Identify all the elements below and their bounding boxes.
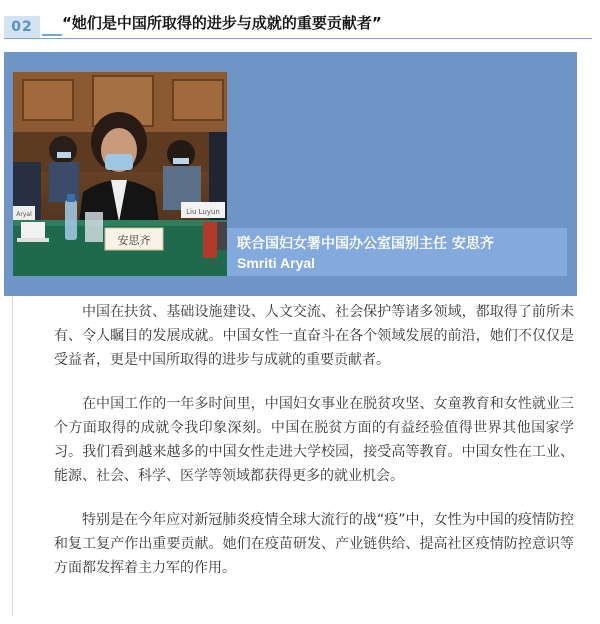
- paragraph: 特别是在今年应对新冠肺炎疫情全球大流行的战“疫”中，女性为中国的疫情防控和复工复产作出重要贡献。她们在疫苗研发、产业链供给、提高社区疫情防控意识等方面都发挥着主力军的作用。: [54, 512, 574, 576]
- placard-left: Aryal: [16, 211, 32, 218]
- section-header: [0, 0, 600, 46]
- article-body: [54, 300, 574, 600]
- caption-title: 联合国妇女署中国办公室国别主任 安思齐: [237, 236, 494, 252]
- caption-name: Smriti Aryal: [237, 255, 316, 271]
- placard-right: Liu Luyun: [186, 208, 220, 216]
- section-title: “她们是中国所取得的进步与成就的重要贡献者”: [62, 14, 382, 32]
- speaker-photo: [13, 72, 227, 276]
- section-number: 02: [4, 16, 40, 38]
- paragraph: 在中国工作的一年多时间里，中国妇女事业在脱贫攻坚、女童教育和女性就业三个方面取得的成就令我印象深刻。中国在脱贫方面的有益经验值得世界其他国家学习。我们看到越来越多的中国女性走进大学校园，接受高等教育。中国女性在工业、能源、社会、科学、医学等领域都获得更多的就业机会。: [54, 396, 574, 484]
- left-accent-line: [12, 296, 13, 616]
- header-dash: [42, 34, 62, 36]
- paragraph: 中国在扶贫、基础设施建设、人文交流、社会保护等诸多领域，都取得了前所未有、令人瞩目的发展成就。中国女性一直奋斗在各个领域发展的前沿，她们不仅仅是受益者，更是中国所取得的进步与成就的重要贡献者。: [54, 304, 574, 368]
- name-placard: 安思齐: [117, 234, 151, 247]
- photo-caption: [227, 228, 567, 276]
- header-divider: [4, 38, 592, 39]
